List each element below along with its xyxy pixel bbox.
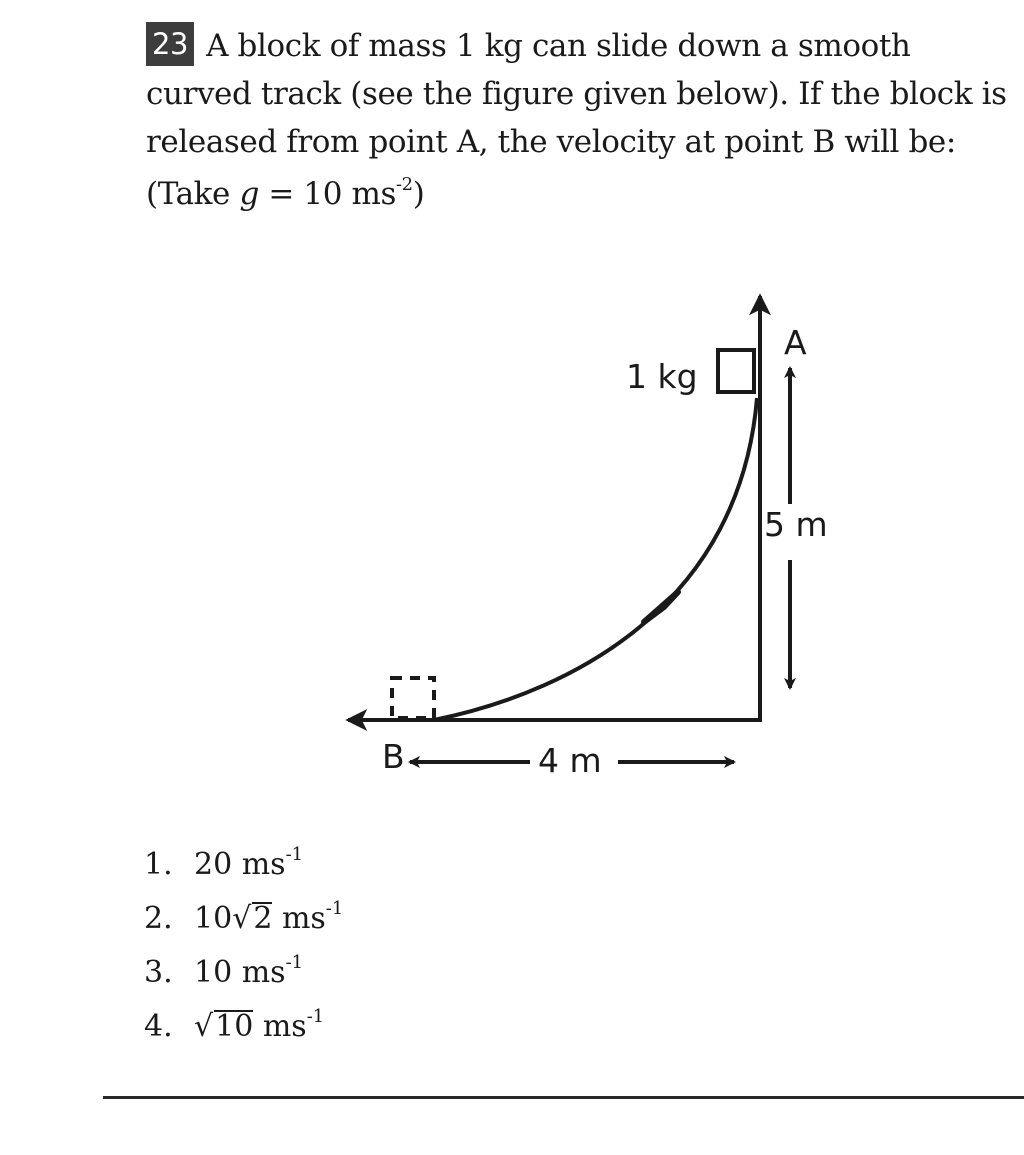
question-line-3: released from point A, the velocity at point B will be: bbox=[146, 124, 956, 160]
question-text bbox=[146, 22, 1024, 218]
track-direction-arrow bbox=[644, 592, 678, 622]
option-2[interactable]: 2. 10√2 $ms^{-1}$ bbox=[144, 898, 344, 936]
track-diagram bbox=[320, 270, 850, 810]
sqrt-radicand: 10 bbox=[215, 1009, 254, 1044]
block-at-b-dashed bbox=[392, 678, 434, 718]
point-b-label: B bbox=[382, 737, 405, 776]
mass-label: 1 kg bbox=[626, 357, 698, 396]
given-gravity: (Take g = 10 $ms^{-2}$) bbox=[146, 174, 425, 212]
option-1[interactable]: 1. 20 $ms^{-1}$ bbox=[144, 844, 304, 882]
option-4[interactable]: 4. √10 $ms^{-1}$ bbox=[144, 1006, 325, 1044]
answer-options bbox=[144, 838, 343, 1054]
height-label: 5 m bbox=[764, 505, 828, 544]
sqrt-radicand: 2 bbox=[253, 901, 273, 936]
question-line-1: 23 A block of mass 1 kg can slide down a smooth bbox=[146, 22, 1024, 70]
width-label: 4 m bbox=[538, 741, 602, 780]
option-3[interactable]: 3. 10 $ms^{-1}$ bbox=[144, 952, 304, 990]
bottom-divider bbox=[103, 1096, 1024, 1099]
question-number-badge: 23 bbox=[146, 22, 194, 66]
block-at-a bbox=[718, 350, 754, 392]
point-a-label: A bbox=[784, 323, 807, 362]
curved-track bbox=[434, 398, 757, 720]
question-line-2: curved track (see the figure given below). If the block is bbox=[146, 76, 1007, 112]
